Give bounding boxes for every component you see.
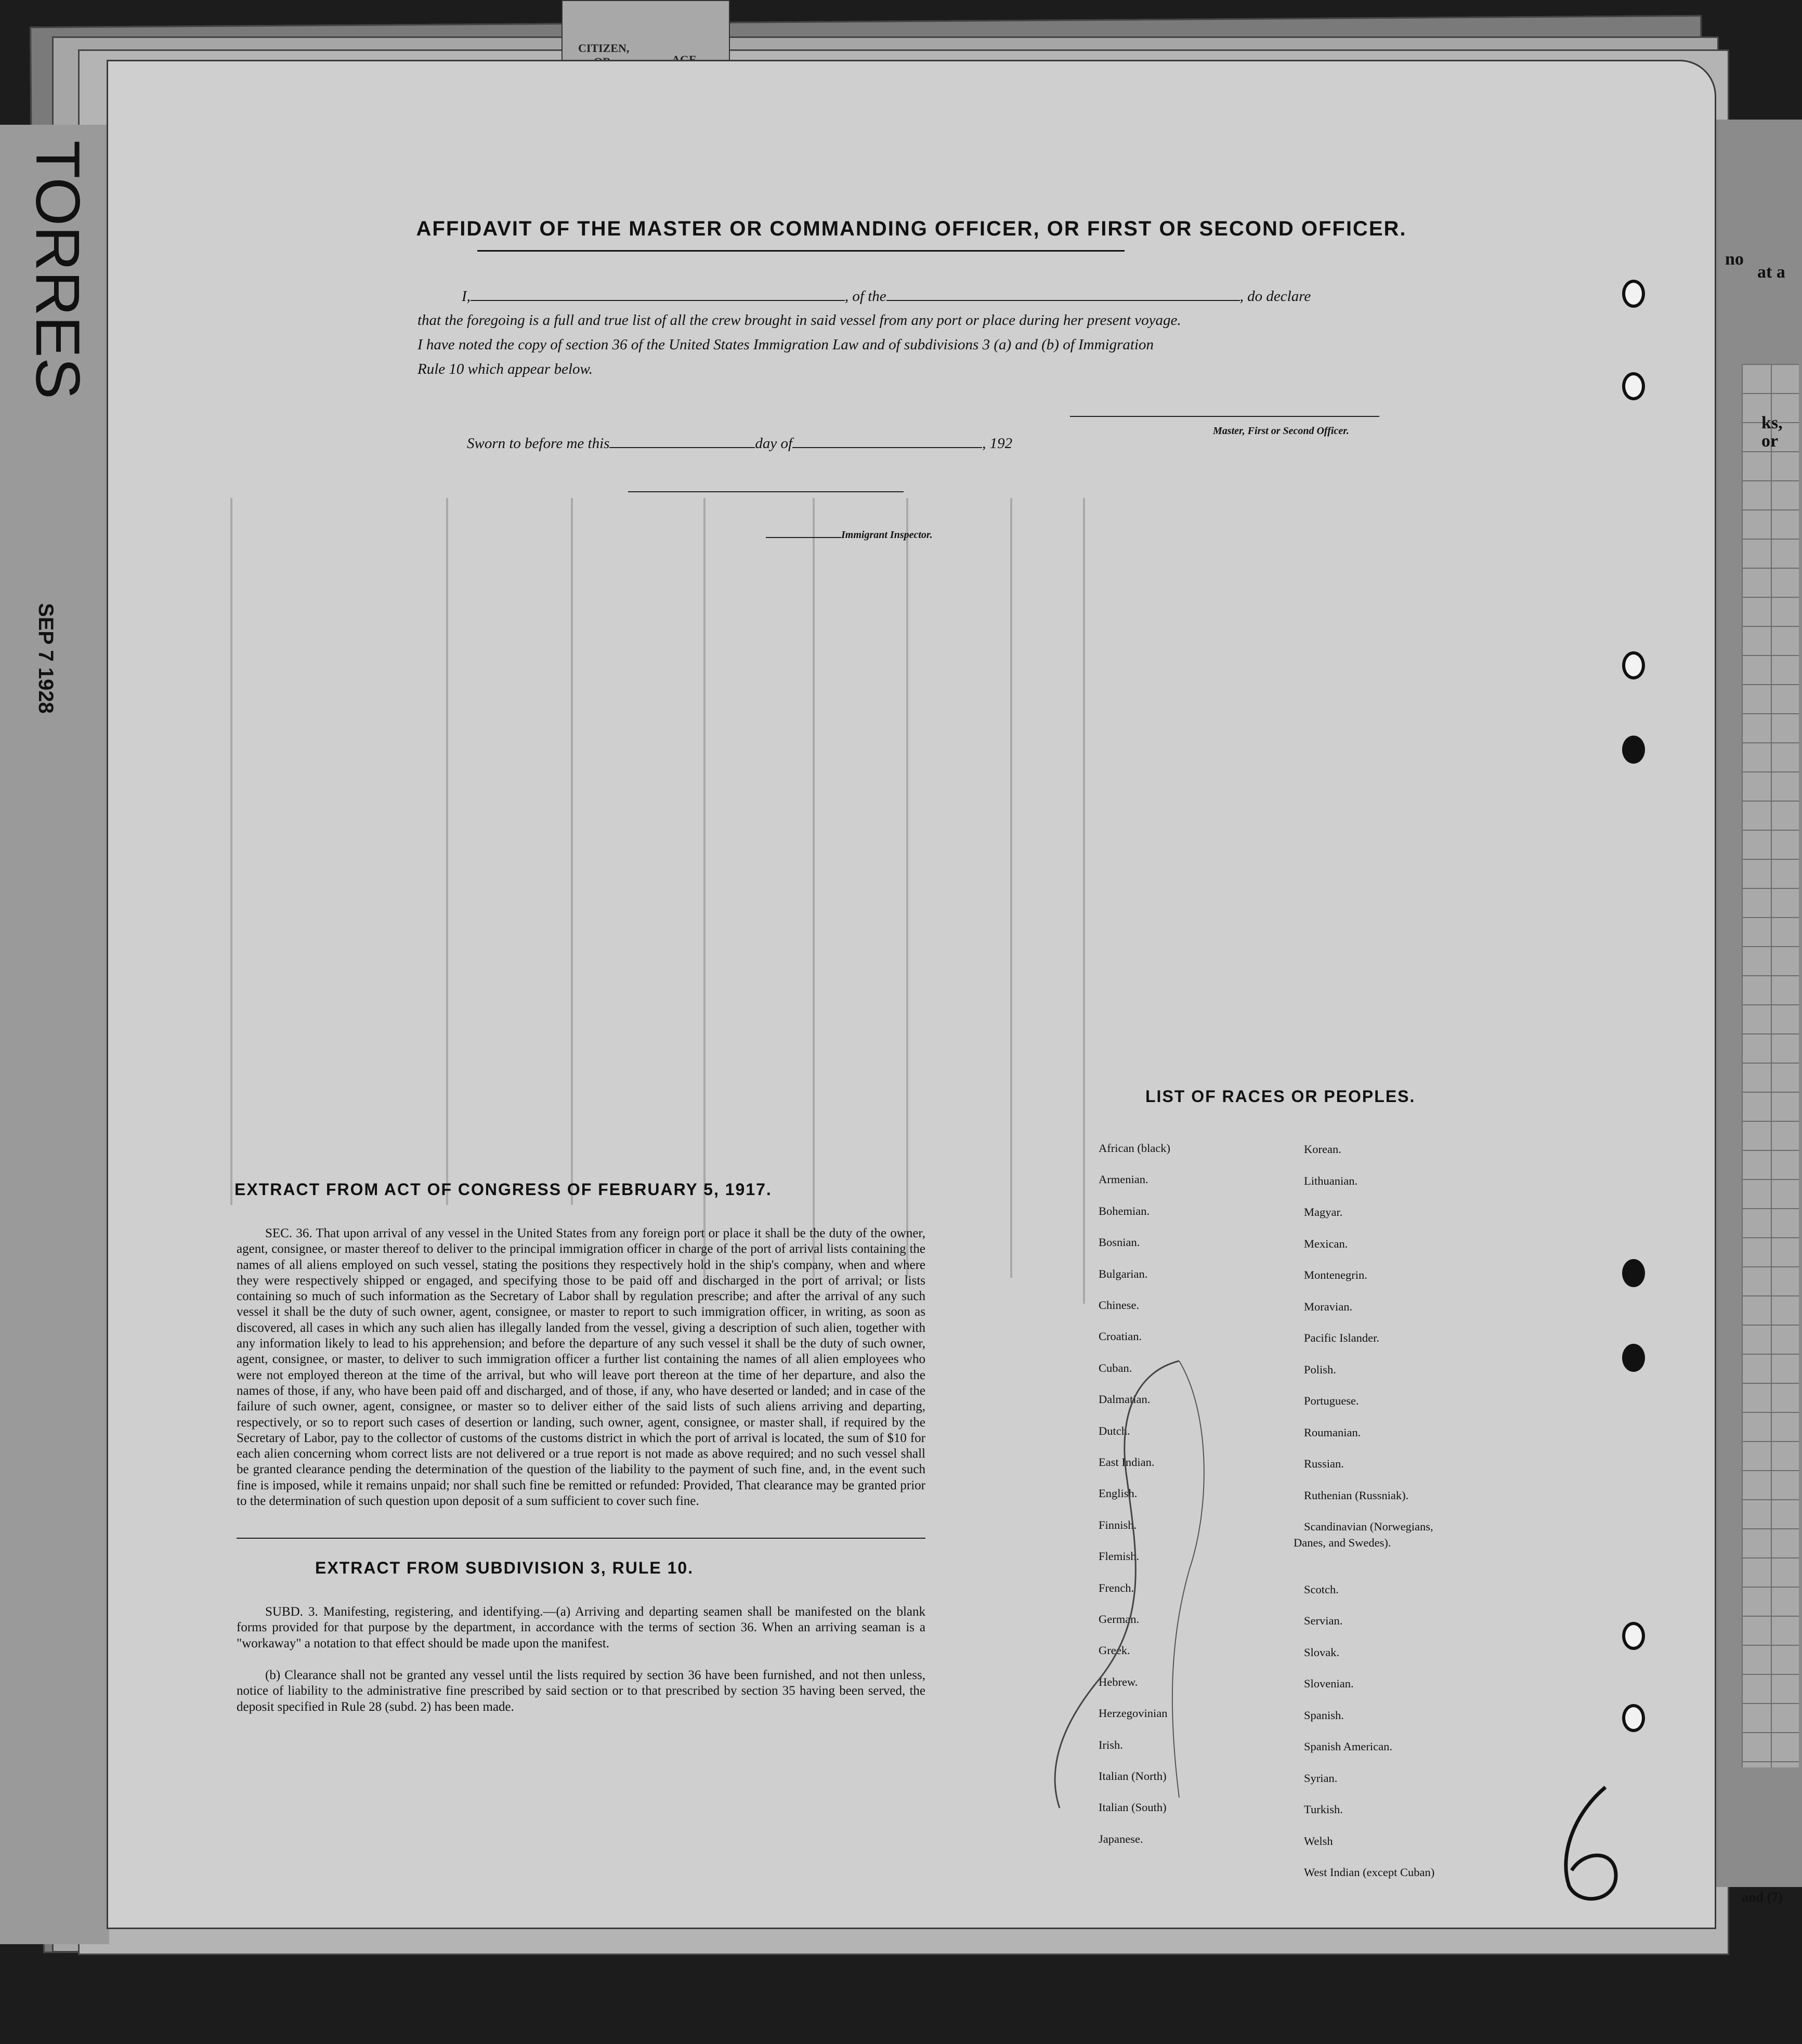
race-item: Welsh [1304, 1834, 1333, 1848]
race-item: Irish. [1099, 1738, 1123, 1751]
race-item: Korean. [1304, 1143, 1341, 1156]
race-item: Syrian. [1304, 1771, 1338, 1785]
edge-fragment: and (7) [1742, 1890, 1783, 1905]
subdivision-3b-text: (b) Clearance shall not be granted any vessel until the lists required by section 36 have been furnished, and not then unless, notice of liability to the administrative fine prescribed by said section or to that prescribed by section 35 having been served, the deposit specified in Rule 28 (subd. 2) has been made. [237, 1668, 925, 1714]
race-item: Finnish. [1099, 1518, 1137, 1531]
edge-fragment: at a [1757, 263, 1785, 282]
race-item: Roumanian. [1304, 1425, 1361, 1439]
binding-hole [1622, 1622, 1645, 1650]
race-item: Slovenian. [1304, 1677, 1354, 1690]
binding-hole [1622, 280, 1645, 308]
officer-caption: Master, First or Second Officer. [1213, 425, 1349, 437]
edge-fragment: or [1761, 431, 1779, 451]
race-item: Herzegovinian [1099, 1707, 1168, 1720]
race-item: Croatian. [1099, 1330, 1142, 1343]
race-item: Armenian. [1099, 1173, 1148, 1186]
signature-line [1070, 416, 1379, 417]
handwritten-page-number [1543, 1782, 1637, 1907]
races-title: LIST OF RACES OR PEOPLES. [1145, 1087, 1416, 1106]
race-item: West Indian (except Cuban) [1304, 1866, 1435, 1879]
race-item: Dutch. [1099, 1424, 1130, 1437]
binding-hole [1622, 651, 1645, 679]
subdivision-3a-text: SUBD. 3. Manifesting, registering, and identifying.—(a) Arriving and departing seamen shall be manifested on the blank forms provided for that purpose by the department, in accordance with the terms of section 36. When an arriving seaman is a "workaway" a notation to that effect should be made upon the manifest. [237, 1605, 925, 1650]
race-item: Polish. [1304, 1362, 1336, 1376]
race-item: English. [1099, 1487, 1138, 1500]
race-item: Portuguese. [1304, 1394, 1359, 1407]
right-grid-strip [1742, 364, 1799, 1767]
race-item: Turkish. [1304, 1803, 1343, 1816]
race-item: Chinese. [1099, 1299, 1140, 1312]
binding-hole [1622, 372, 1645, 400]
race-item: Ruthenian (Russniak). [1304, 1488, 1409, 1502]
race-item: German. [1099, 1613, 1140, 1626]
race-item: Servian. [1304, 1614, 1343, 1627]
date-stamp: SEP 7 1928 [34, 603, 57, 714]
binding-hole [1622, 1344, 1645, 1372]
race-item: Montenegrin. [1304, 1268, 1367, 1281]
race-item: Spanish. [1304, 1708, 1344, 1722]
affidavit-line-4: Rule 10 which appear below. [417, 361, 593, 377]
race-item: Russian. [1304, 1457, 1344, 1470]
race-item: Flemish. [1099, 1550, 1140, 1563]
title-rule [477, 250, 1125, 252]
binding-hole [1622, 1259, 1645, 1287]
race-item: Dalmatian. [1099, 1393, 1151, 1406]
race-item: Mexican. [1304, 1237, 1348, 1250]
race-item: Scotch. [1304, 1582, 1339, 1596]
edge-label: CITIZEN, [578, 42, 630, 55]
race-item: Cuban. [1099, 1361, 1132, 1374]
race-item: Greek. [1099, 1644, 1130, 1657]
affidavit-page [107, 60, 1716, 1929]
sworn-line: Sworn to before me this day of , 192 [467, 435, 1013, 452]
affidavit-title: AFFIDAVIT OF THE MASTER OR COMMANDING OFFICER, OR FIRST OR SECOND OFFICER. [416, 217, 1407, 240]
binding-hole [1622, 736, 1645, 764]
race-item: Danes, and Swedes). [1294, 1536, 1391, 1549]
race-item: Moravian. [1304, 1300, 1353, 1313]
race-item: Japanese. [1099, 1832, 1143, 1845]
race-item: Bohemian. [1099, 1204, 1150, 1217]
section-rule [237, 1538, 925, 1539]
race-item: French. [1099, 1581, 1134, 1594]
affidavit-line-3: I have noted the copy of section 36 of the United States Immigration Law and of subdivisions 3 (a) and (b) of Immigration [417, 336, 1154, 353]
affidavit-line-2: that the foregoing is a full and true list of all the crew brought in said vessel from any port or place during her present voyage. [417, 312, 1181, 329]
race-item: Pacific Islander. [1304, 1331, 1379, 1344]
edge-fragment: ks, [1761, 413, 1783, 433]
race-item: Italian (North) [1099, 1770, 1167, 1783]
edge-fragment: no [1725, 250, 1744, 269]
race-item: Spanish American. [1304, 1740, 1392, 1753]
race-item: Slovak. [1304, 1645, 1340, 1659]
inspector-short-line [766, 537, 841, 538]
pencil-bracket-mark [992, 1351, 1262, 1818]
race-item: Lithuanian. [1304, 1174, 1358, 1187]
race-item: Scandinavian (Norwegians, [1304, 1520, 1433, 1533]
race-item: Magyar. [1304, 1206, 1343, 1218]
race-item: Bulgarian. [1099, 1267, 1148, 1280]
race-item: Italian (South) [1099, 1801, 1167, 1814]
extract-rule-title: EXTRACT FROM SUBDIVISION 3, RULE 10. [315, 1558, 694, 1577]
binding-hole [1622, 1704, 1645, 1732]
extract-act-title: EXTRACT FROM ACT OF CONGRESS OF FEBRUARY 5, 1917. [234, 1180, 772, 1199]
section-36-text: SEC. 36. That upon arrival of any vessel in the United States from any foreign port or place it shall be the duty of the owner, agent, consignee, or master thereof to deliver to the principal immigration officer in charge of the port of arrival lists containing the names of all aliens employed on such vessel, stating the positions they respectively hold in the ship's company, when and where they were respectively shipped or engaged, and specifying those to be paid off and discharged in the port of arrival; or lists containing so much of such information as the Secretary of Labor shall by regulation prescribe; and after the arrival of any such vessel it shall be the duty of such owner, agent, consignee, or master to report to such immigration officer, in writing, as soon as discovered, all cases in which any such alien has illegally landed from the vessel, giving a description of such alien, together with any information likely to lead to his apprehension; and before the departure of any such vessel it shall be the duty of such owner, agent, consignee, or master, to deliver to such immigration officer a further list containing the names of all alien employees who were not employed thereon at the time of the arrival, but who will leave port thereon at the time of her departure, and also the names of those, if any, who have been paid off and discharged, and of those, if any, who have deserted or landed; and in case of the failure of such owner, agent, consignee, or master so to deliver either of the said lists of such aliens arriving and departing, respectively, or so to report such cases of desertion or landing, such owner, agent, consignee, or master shall, if required by the Secretary of Labor, pay to the collector of customs of the customs district in which the port of arrival is located, the sum of $10 for each alien concerning whom correct lists are not delivered or a true report is not made as above required; and no such vessel shall be granted clearance pending the determination of the question of the liability to the payment of such fine, and, in the event such fine is imposed, while it remains unpaid; nor shall such fine be remitted or refunded: Provided, That clearance may be granted prior to the determination of such question upon deposit of a sum sufficient to cover such fine. [237, 1226, 925, 1509]
inspector-caption: Immigrant Inspector. [841, 529, 933, 541]
race-item: Bosnian. [1099, 1236, 1140, 1249]
race-item: African (black) [1099, 1142, 1171, 1155]
handwritten-surname: TORRES [23, 140, 93, 399]
affidavit-line-1: I, , of the , do declare [462, 288, 1311, 305]
inspector-signature-line [628, 491, 904, 492]
race-item: East Indian. [1099, 1456, 1155, 1469]
race-item: Hebrew. [1099, 1675, 1138, 1688]
